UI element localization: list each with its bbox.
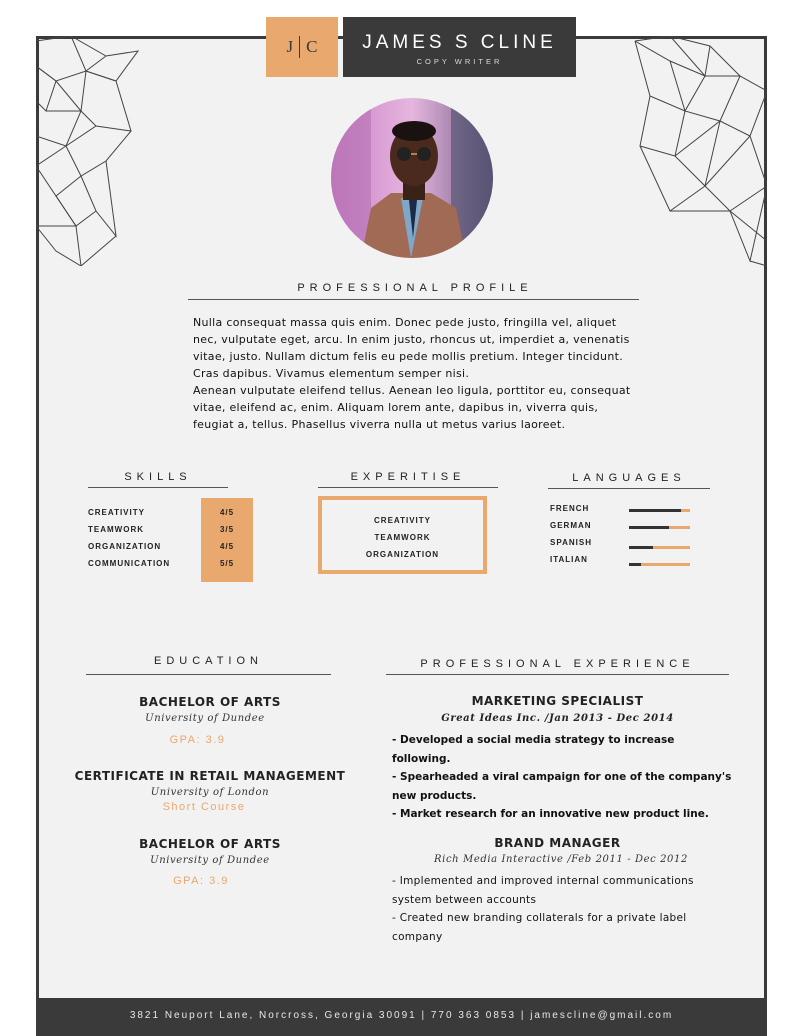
experience-bullet: - Spearheaded a viral campaign for one of the company's bbox=[392, 771, 732, 783]
monogram-initial-first: J bbox=[286, 37, 294, 56]
skills-score-box bbox=[201, 498, 253, 582]
language-level-fill bbox=[629, 526, 669, 529]
skill-name: ORGANIZATION bbox=[88, 542, 162, 551]
expertise-box bbox=[318, 496, 487, 574]
profile-line: Aenean vulputate eleifend tellus. Aenean leo ligula, porttitor eu, consequat bbox=[193, 384, 631, 397]
experience-bullet: - Market research for an innovative new product line. bbox=[392, 808, 709, 820]
language-name: FRENCH bbox=[550, 504, 590, 513]
profile-text bbox=[193, 314, 643, 433]
experience-bullet: new products. bbox=[392, 790, 477, 802]
education-degree: BACHELOR OF ARTS bbox=[139, 695, 281, 709]
skill-name: TEAMWORK bbox=[88, 525, 144, 534]
education-note: Short Course bbox=[162, 801, 246, 813]
education-note: GPA: 3.9 bbox=[173, 875, 229, 887]
expertise-heading: EXPERITISE bbox=[350, 471, 466, 483]
monogram-initial-last: C bbox=[306, 37, 318, 56]
language-level-bar bbox=[629, 563, 690, 566]
skill-score: 4/5 bbox=[219, 508, 235, 517]
experience-bullet: following. bbox=[392, 753, 451, 765]
language-level-bar bbox=[629, 526, 690, 529]
education-school: University of London bbox=[150, 787, 270, 798]
language-name: ITALIAN bbox=[550, 555, 588, 564]
experience-company: Rich Media Interactive /Feb 2011 - Dec 2012 bbox=[434, 854, 688, 865]
languages-heading: LANGUAGES bbox=[572, 472, 686, 484]
experience-rule bbox=[386, 674, 729, 675]
education-rule bbox=[86, 674, 331, 675]
experience-bullet: - Implemented and improved internal communications bbox=[392, 875, 694, 887]
experience-bullet: - Created new branding collaterals for a private label bbox=[392, 912, 687, 924]
experience-company: Great Ideas Inc. /Jan 2013 - Dec 2014 bbox=[441, 713, 674, 724]
profile-line: vitae, justo. Nullam dictum felis eu pede mollis pretium. Integer tincidunt. bbox=[193, 350, 624, 363]
geometric-pattern-right bbox=[630, 36, 767, 266]
language-level-bar bbox=[629, 546, 690, 549]
profile-rule bbox=[188, 299, 639, 300]
education-degree: CERTIFICATE IN RETAIL MANAGEMENT bbox=[74, 769, 346, 783]
language-name: SPANISH bbox=[550, 538, 592, 547]
expertise-item: ORGANIZATION bbox=[365, 550, 440, 559]
expertise-rule bbox=[318, 487, 498, 488]
skill-score: 5/5 bbox=[219, 559, 235, 568]
experience-bullet: - Developed a social media strategy to increase bbox=[392, 734, 675, 746]
skill-score: 4/5 bbox=[219, 542, 235, 551]
skill-score: 3/5 bbox=[219, 525, 235, 534]
experience-role: BRAND MANAGER bbox=[494, 836, 621, 850]
education-degree: BACHELOR OF ARTS bbox=[139, 837, 281, 851]
profile-heading: PROFESSIONAL PROFILE bbox=[297, 282, 533, 294]
education-heading: EDUCATION bbox=[154, 655, 263, 667]
profile-line: Nulla consequat massa quis enim. Donec pede justo, fringilla vel, aliquet bbox=[193, 316, 617, 329]
language-level-bar bbox=[629, 509, 690, 512]
experience-bullet: system between accounts bbox=[392, 894, 537, 906]
experience-bullet: company bbox=[392, 931, 443, 943]
education-note: GPA: 3.9 bbox=[169, 734, 226, 746]
language-level-fill bbox=[629, 563, 641, 566]
experience-heading: PROFESSIONAL EXPERIENCE bbox=[420, 658, 695, 670]
language-level-fill bbox=[629, 546, 653, 549]
full-name: JAMES S CLINE bbox=[362, 32, 557, 53]
skills-rule bbox=[88, 487, 228, 488]
education-school: University of Dundee bbox=[150, 855, 270, 866]
skill-name: CREATIVITY bbox=[88, 508, 145, 517]
expertise-item: TEAMWORK bbox=[374, 533, 431, 542]
monogram-divider bbox=[299, 36, 300, 58]
profile-line: Cras dapibus. Vivamus elementum semper nisi. bbox=[193, 367, 470, 380]
profile-line: feugiat a, tellus. Phasellus viverra nulla ut metus varius laoreet. bbox=[193, 418, 566, 431]
monogram-badge bbox=[266, 17, 338, 77]
geometric-pattern-left bbox=[36, 36, 146, 266]
education-school: University of Dundee bbox=[145, 713, 265, 724]
skill-name: COMMUNICATION bbox=[88, 559, 171, 568]
expertise-item: CREATIVITY bbox=[374, 516, 431, 525]
profile-line: nec, vulputate eget, arcu. In enim justo, rhoncus ut, imperdiet a, venenatis bbox=[193, 333, 630, 346]
experience-role: MARKETING SPECIALIST bbox=[471, 694, 644, 708]
contact-footer: 3821 Neuport Lane, Norcross, Georgia 30091 | 770 363 0853 | jamescline@gmail.com bbox=[36, 998, 767, 1036]
language-level-fill bbox=[629, 509, 681, 512]
job-title: COPY WRITER bbox=[416, 57, 503, 66]
language-name: GERMAN bbox=[550, 521, 592, 530]
name-banner bbox=[343, 17, 576, 77]
profile-photo bbox=[331, 98, 493, 258]
skills-heading: SKILLS bbox=[124, 471, 192, 483]
profile-line: vitae, eleifend ac, enim. Aliquam lorem ante, dapibus in, viverra quis, bbox=[193, 401, 599, 414]
languages-rule bbox=[548, 488, 710, 489]
